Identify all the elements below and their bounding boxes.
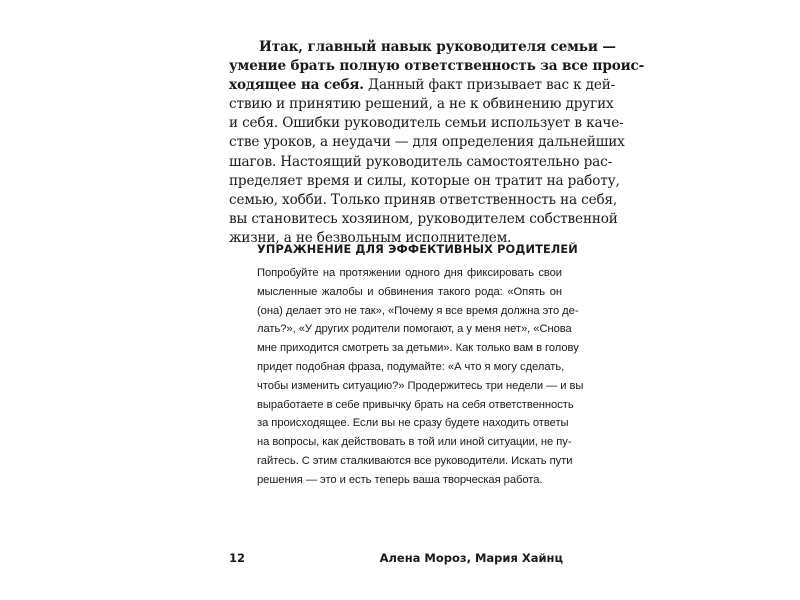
exercise-line: выработаете в себе привычку брать на себя ответственность	[257, 398, 574, 411]
running-footer-authors: Алена Мороз, Мария Хайнц	[379, 551, 563, 565]
exercise-heading: УПРАЖНЕНИЕ ДЛЯ ЭФФЕКТИВНЫХ РОДИТЕЛЕЙ	[257, 243, 578, 256]
main-line: и себя. Ошибки руководитель семьи использует в каче-	[229, 115, 624, 132]
main-line: умение брать полную ответственность за все проис-	[229, 58, 645, 75]
exercise-line: мне приходится смотреть за детьми». Как только вам в голову	[257, 342, 579, 355]
main-line: ствию и принятию решений, а не к обвинению других	[229, 96, 614, 113]
exercise-line: гайтесь. С этим сталкиваются все руководители. Искать пути	[257, 454, 573, 467]
main-line: ходящее на себя. Данный факт призывает вас к дей-	[229, 77, 616, 94]
main-line: жизни, а не безвольным исполнителем.	[229, 229, 512, 246]
exercise-line: Попробуйте на протяжении одного дня фиксировать свои	[257, 267, 562, 279]
main-line: вы становитесь хозяином, руководителем собственной	[229, 210, 618, 227]
exercise-line: (она) делает это не так», «Почему я все время должна это де-	[257, 304, 579, 317]
exercise-line: решения — это и есть теперь ваша творческая работа.	[257, 473, 543, 486]
exercise-line: мысленные жалобы и обвинения такого рода: «Опять он	[257, 285, 562, 298]
exercise-line: на вопросы, как действовать в той или иной ситуации, не пу-	[257, 436, 572, 449]
exercise-paragraph	[257, 264, 584, 490]
exercise-line: чтобы изменить ситуацию?» Продержитесь три недели — и вы	[257, 379, 584, 392]
page-number: 12	[229, 551, 246, 565]
main-line: семью, хобби. Только приняв ответственность на себя,	[229, 191, 618, 208]
exercise-line: за происходящее. Если вы не сразу будете находить ответы	[257, 417, 569, 430]
main-paragraph	[229, 38, 645, 248]
main-line: пределяет время и силы, которые он тратит на работу,	[229, 172, 620, 189]
main-line: Итак, главный навык руководителя семьи —	[259, 39, 616, 55]
exercise-line: придет подобная фраза, подумайте: «А что я могу сделать,	[257, 360, 565, 373]
main-line: стве уроков, а неудачи — для определения дальнейших	[229, 134, 625, 151]
main-line: шагов. Настоящий руководитель самостоятельно рас-	[229, 153, 613, 170]
exercise-line: лать?», «У других родители помогают, а у меня нет», «Снова	[257, 323, 572, 336]
